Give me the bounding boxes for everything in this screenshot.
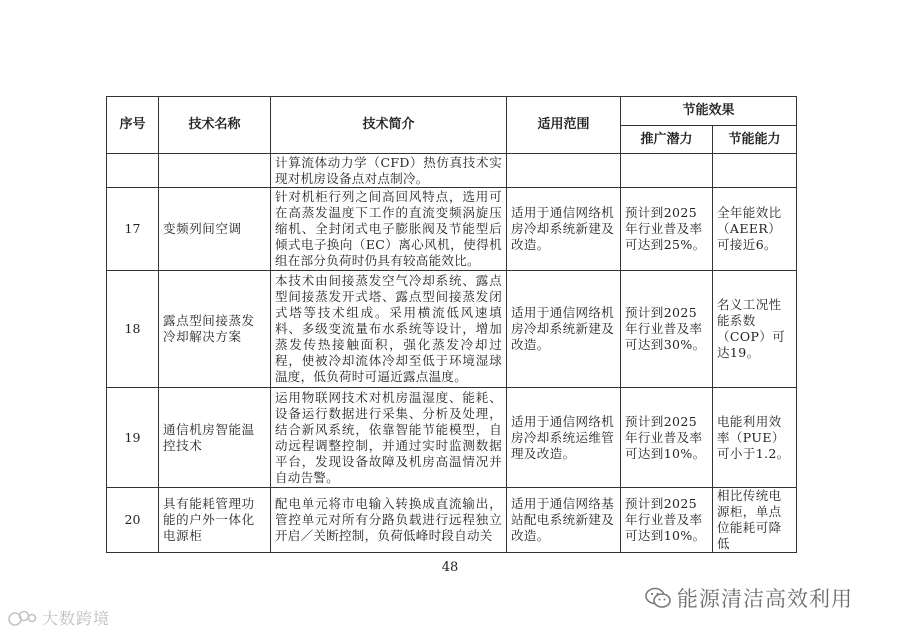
row-name: 具有能耗管理功能的户外一体化电源柜 (159, 488, 271, 553)
row-seq: 17 (107, 188, 159, 271)
row-scope: 适用于通信网络机房冷却系统新建及改造。 (507, 271, 621, 388)
watermark-right-text: 能源清洁高效利用 (677, 587, 853, 611)
table-row (107, 488, 797, 553)
row-potential: 预计到2025年行业普及率可达到25%。 (621, 188, 713, 271)
table-row (107, 271, 797, 388)
row-name: 变频列间空调 (159, 188, 271, 271)
row-intro: 本技术由间接蒸发空气冷却系统、露点型间接蒸发开式塔、露点型间接蒸发闭式塔等技术组成。采用横流低风速填料、多级变流量布水系统等设计，增加蒸发传热接触面积，强化蒸发冷却过程，使被冷却流体冷却至低于环境湿球温度，低负荷时可逼近露点温度。 (271, 271, 507, 388)
watermark-right (645, 583, 853, 613)
row-seq: 19 (107, 388, 159, 488)
row-capability: 名义工况性能系数（COP）可达19。 (713, 271, 797, 388)
row-potential: 预计到2025年行业普及率可达到10%。 (621, 388, 713, 488)
table-row (107, 388, 797, 488)
row-scope: 适用于通信网络基站配电系统新建及改造。 (507, 488, 621, 553)
row-seq: 18 (107, 271, 159, 388)
row-potential: 预计到2025年行业普及率可达到10%。 (621, 488, 713, 553)
header-capability: 节能能力 (713, 126, 797, 154)
row-name: 露点型间接蒸发冷却解决方案 (159, 271, 271, 388)
header-name: 技术名称 (159, 97, 271, 154)
row-name (159, 154, 271, 188)
header-intro: 技术简介 (271, 97, 507, 154)
row-scope: 适用于通信网络机房冷却系统新建及改造。 (507, 188, 621, 271)
table-row (107, 188, 797, 271)
page-number: 48 (441, 560, 459, 575)
watermark-left-text: 大数跨境 (42, 609, 111, 628)
row-seq: 20 (107, 488, 159, 553)
row-capability: 电能利用效率（PUE）可小于1.2。 (713, 388, 797, 488)
row-intro: 运用物联网技术对机房温湿度、能耗、设备运行数据进行采集、分析及处理，结合新风系统，依靠智能节能模型，自动远程调整控制，并通过实时监测数据平台，发现设备故障及机房高温情况并自动告警。 (271, 388, 507, 488)
row-potential (621, 154, 713, 188)
watermark-left (8, 606, 110, 629)
header-row-1 (107, 97, 797, 126)
row-capability (713, 154, 797, 188)
header-seq: 序号 (107, 97, 159, 154)
row-name: 通信机房智能温控技术 (159, 388, 271, 488)
technology-table (106, 96, 797, 553)
table-row (107, 154, 797, 188)
row-scope: 适用于通信网络机房冷却系统运维管理及改造。 (507, 388, 621, 488)
row-capability: 全年能效比（AEER）可接近6。 (713, 188, 797, 271)
header-effect: 节能效果 (621, 97, 797, 126)
row-potential: 预计到2025年行业普及率可达到30%。 (621, 271, 713, 388)
row-intro: 针对机柜行列之间高回风特点，选用可在高蒸发温度下工作的直流变频涡旋压缩机、全封闭式电子膨胀阀及节能型后倾式电子换向（EC）离心风机，使得机组在部分负荷时仍具有较高能效比。 (271, 188, 507, 271)
row-capability: 相比传统电源柜，单点位能耗可降低 (713, 488, 797, 553)
row-scope (507, 154, 621, 188)
row-intro: 配电单元将市电输入转换成直流输出，管控单元对所有分路负载进行远程独立开启／关断控制，负荷低峰时段自动关 (271, 488, 507, 553)
row-seq (107, 154, 159, 188)
header-potential: 推广潜力 (621, 126, 713, 154)
wechat-icon (645, 587, 671, 609)
brand-logo-icon (8, 609, 38, 627)
row-intro: 计算流体动力学（CFD）热仿真技术实现对机房设备点对点制冷。 (271, 154, 507, 188)
header-scope: 适用范围 (507, 97, 621, 154)
